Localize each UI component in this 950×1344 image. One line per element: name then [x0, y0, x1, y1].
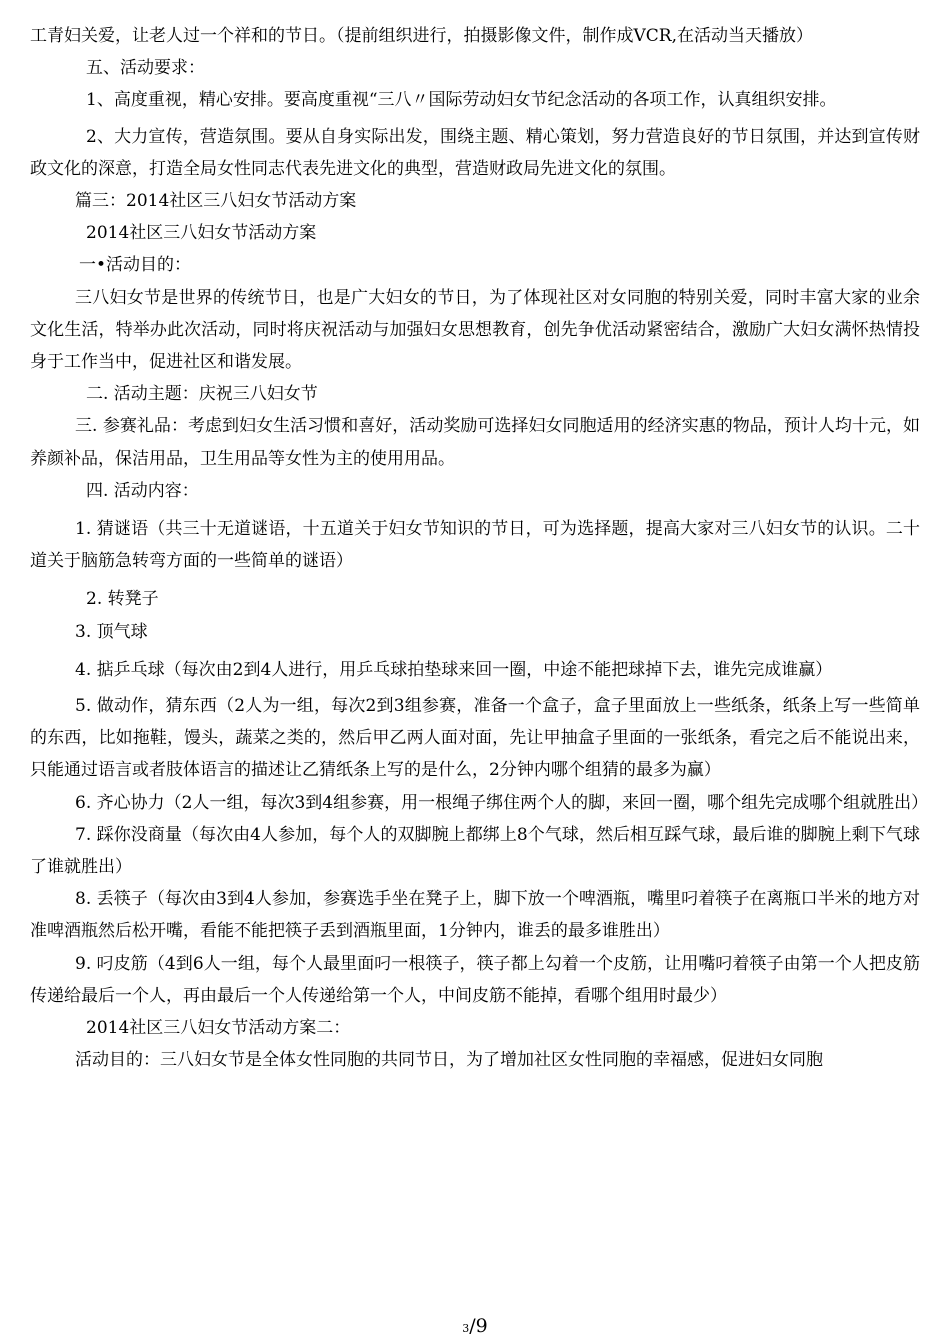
- page-number: [0, 1314, 950, 1341]
- list-item: 8. 丢筷子（每次由3到4人参加，参赛选手坐在凳子上，脚下放一个啤酒瓶，嘴里叼着筷子在离瓶口半米的地方对准啤酒瓶然后松开嘴，看能不能把筷子丢到酒瓶里面，1分钟内，谁丢的最多谁胜出）: [30, 889, 920, 942]
- paragraph: 工青妇关爱，让老人过一个祥和的节日。（提前组织进行，拍摄影像文件，制作成VCR,在活动当天播放）: [30, 26, 813, 46]
- section-heading: 四. 活动内容：: [86, 480, 199, 501]
- paragraph: 三. 参赛礼品：考虑到妇女生活习惯和喜好，活动奖励可选择妇女同胞适用的经济实惠的物品，预计人均十元，如养颜补品，保洁用品，卫生用品等女性为主的使用用品。: [30, 416, 920, 469]
- paragraph: 2、大力宣传，营造氛围。要从自身实际出发，围绕主题、精心策划，努力营造良好的节日氛围，并达到宣传财政文化的深意，打造全局女性同志代表先进文化的典型，营造财政局先进文化的氛围。: [30, 126, 920, 179]
- paragraph: 1、高度重视，精心安排。要高度重视“三八〃国际劳动妇女节纪念活动的各项工作，认真组织安排。: [86, 90, 837, 111]
- paragraph: 三八妇女节是世界的传统节日，也是广大妇女的节日，为了体现社区对女同胞的特别关爱，同时丰富大家的业余文化生活，特举办此次活动，同时将庆祝活动与加强妇女思想教育，创先争优活动紧密结合，激励广大妇女满怀热情投身于工作当中，促进社区和谐发展。: [30, 287, 920, 373]
- section-heading: 一•活动目的：: [79, 255, 192, 276]
- page-number-current: 3: [462, 1322, 470, 1335]
- page-number-total: /9: [469, 1315, 488, 1337]
- document-title: 2014社区三八妇女节活动方案: [86, 223, 317, 244]
- section-heading: 二. 活动主题：庆祝三八妇女节: [86, 384, 318, 405]
- section-heading: 2014社区三八妇女节活动方案二：: [86, 1018, 351, 1039]
- paragraph: 活动目的：三八妇女节是全体女性同胞的共同节日，为了增加社区女性同胞的幸福感，促进妇女同胞: [75, 1050, 823, 1071]
- list-item: 1. 猜谜语（共三十无道谜语，十五道关于妇女节知识的节日，可为选择题，提高大家对三八妇女节的认识。二十道关于脑筋急转弯方面的一些简单的谜语）: [30, 519, 920, 572]
- list-item: 4. 掂乒乓球（每次由2到4人进行，用乒乓球拍垫球来回一圈，中途不能把球掉下去，谁先完成谁赢）: [75, 659, 833, 680]
- list-item: 3. 顶气球: [75, 621, 148, 642]
- chapter-heading: 篇三：2014社区三八妇女节活动方案: [75, 191, 357, 212]
- list-item: 5. 做动作，猜东西（2人为一组，每次2到3组参赛，准备一个盒子，盒子里面放上一些纸条，纸条上写一些简单的东西，比如拖鞋，馒头，蔬菜之类的，然后甲乙两人面对面，先让甲抽盒子里面的一张纸条，看完之后不能说出来，只能通过语言或者肢体语言的描述让乙猜纸条上写的是什么，2分钟内哪个组猜的最多为赢）: [30, 696, 920, 781]
- list-item: 2. 转凳子: [86, 589, 159, 610]
- section-heading: 五、活动要求：: [86, 58, 205, 79]
- list-item: 9. 叼皮筋（4到6人一组，每个人最里面叼一根筷子，筷子都上勾着一个皮筋，让用嘴叼着筷子由第一个人把皮筋传递给最后一个人，再由最后一个人传递给第一个人，中间皮筋不能掉，看哪个组用时最少）: [30, 953, 920, 1006]
- document-body: [30, 20, 929, 1077]
- list-item: 6. 齐心协力（2人一组，每次3到4组参赛，用一根绳子绑住两个人的脚，来回一圈，哪个组先完成哪个组就胜出）: [75, 792, 929, 813]
- list-item: 7. 踩你没商量（每次由4人参加，每个人的双脚腕上都绑上8个气球，然后相互踩气球，最后谁的脚腕上剩下气球了谁就胜出）: [30, 824, 920, 878]
